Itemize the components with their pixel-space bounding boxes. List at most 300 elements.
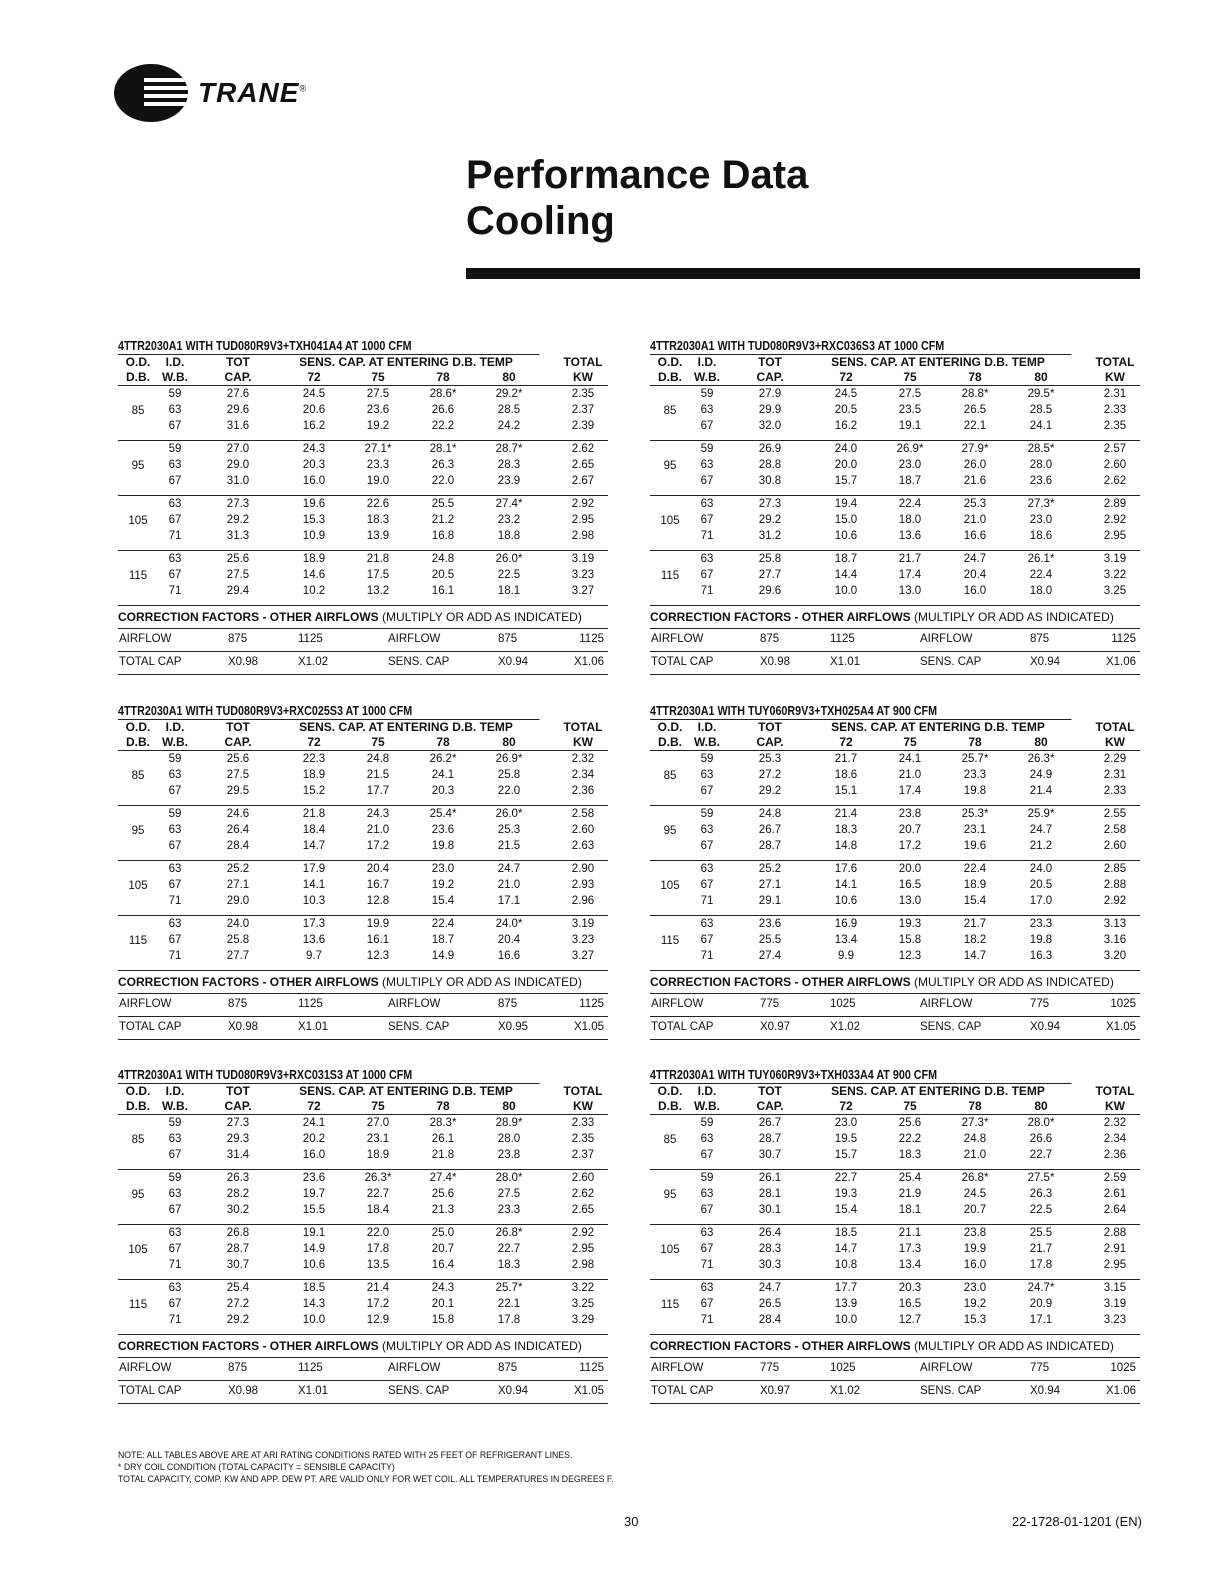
table-row bbox=[650, 807, 1140, 822]
table-cell: 28.1 bbox=[758, 1188, 782, 1200]
table-cell: 26.6 bbox=[431, 404, 455, 416]
header-sens: SENS. CAP. AT ENTERING D.B. TEMP bbox=[831, 355, 1045, 369]
header-db: D.B. bbox=[126, 370, 150, 384]
table-cell: 20.4 bbox=[497, 934, 521, 946]
table-cell: 2.89 bbox=[1103, 498, 1127, 510]
total-cap-label: TOTAL CAP bbox=[651, 656, 714, 668]
note-line: NOTE: ALL TABLES ABOVE ARE AT ARI RATING CONDITIONS RATED WITH 25 FEET OF REFRIGERANT LINES. bbox=[118, 1450, 573, 1461]
header-od: O.D. bbox=[657, 720, 683, 734]
header-t72: 72 bbox=[839, 1099, 853, 1113]
table-cell: 13.9 bbox=[834, 1298, 858, 1310]
performance-table bbox=[650, 1067, 1140, 1404]
header-id: I.D. bbox=[165, 720, 185, 734]
table-cell: 3.27 bbox=[571, 585, 595, 597]
table-row bbox=[118, 752, 608, 767]
airflow-value: 775 bbox=[1030, 1362, 1050, 1374]
table-cell: 18.3 bbox=[497, 1259, 521, 1271]
table-cell: 67 bbox=[700, 569, 714, 581]
table-cell: 23.0 bbox=[898, 459, 922, 471]
table-cell: 27.3 bbox=[758, 498, 782, 510]
header-wb: W.B. bbox=[694, 370, 720, 384]
table-cell: 18.3 bbox=[366, 514, 390, 526]
table-cell: 3.20 bbox=[1103, 950, 1127, 962]
table-cell: 26.8 bbox=[226, 1227, 250, 1239]
table-cell: 2.65 bbox=[571, 1204, 595, 1216]
table-row bbox=[650, 839, 1140, 854]
table-cell: 2.96 bbox=[571, 895, 595, 907]
table-cell: 20.3 bbox=[898, 1282, 922, 1294]
table-cell: 10.3 bbox=[302, 895, 326, 907]
table-cell: 25.7* bbox=[495, 1282, 523, 1294]
correction-title-rest: (MULTIPLY OR ADD AS INDICATED) bbox=[378, 1339, 582, 1353]
table-cell: 28.7* bbox=[495, 443, 523, 455]
table-cell: 24.7 bbox=[963, 553, 987, 565]
table-cell: 27.0 bbox=[366, 1117, 390, 1129]
table-cell: 3.19 bbox=[571, 553, 595, 565]
table-cell: 59 bbox=[168, 753, 182, 765]
header-t78: 78 bbox=[436, 1099, 450, 1113]
table-cell: 2.34 bbox=[1103, 1133, 1127, 1145]
table-cell: 67 bbox=[168, 420, 182, 432]
table-cell: 23.6 bbox=[1029, 475, 1053, 487]
table-title: 4TTR2030A1 WITH TUD080R9V3+RXC036S3 AT 1000 CFM bbox=[650, 338, 1071, 355]
table-cell: 14.7 bbox=[834, 1243, 858, 1255]
table-cell: 63 bbox=[168, 553, 182, 565]
table-cell: 71 bbox=[168, 1314, 182, 1326]
table-cell: 29.0 bbox=[226, 459, 250, 471]
table-cell: 28.7 bbox=[226, 1243, 250, 1255]
correction-title-rest: (MULTIPLY OR ADD AS INDICATED) bbox=[910, 610, 1114, 624]
table-cell: 25.4* bbox=[429, 808, 457, 820]
table-cell: 29.2* bbox=[495, 388, 523, 400]
correction-title-rest: (MULTIPLY OR ADD AS INDICATED) bbox=[910, 1339, 1114, 1353]
airflow-row bbox=[650, 994, 1140, 1017]
airflow-label: AIRFLOW bbox=[119, 1362, 172, 1374]
table-cell: 29.0 bbox=[226, 895, 250, 907]
table-cell: 9.7 bbox=[306, 950, 322, 962]
table-cell: 14.3 bbox=[302, 1298, 326, 1310]
table-cell: 3.19 bbox=[571, 918, 595, 930]
table-cell: 59 bbox=[700, 1172, 714, 1184]
table-row bbox=[118, 1203, 608, 1218]
table-cell: 2.36 bbox=[1103, 1149, 1127, 1161]
airflow-value: 1125 bbox=[1111, 633, 1136, 645]
table-row bbox=[118, 513, 608, 528]
table-cell: 26.1 bbox=[431, 1133, 455, 1145]
table-cell: 25.6 bbox=[226, 553, 250, 565]
table-cell: 24.3 bbox=[431, 1282, 455, 1294]
table-cell: 16.6 bbox=[497, 950, 521, 962]
airflow-value: 1025 bbox=[830, 998, 856, 1010]
table-row bbox=[118, 1148, 608, 1163]
table-cell: 19.3 bbox=[834, 1188, 858, 1200]
table-cell: 25.5 bbox=[431, 498, 455, 510]
table-cell: 31.4 bbox=[226, 1149, 250, 1161]
table-cell: 23.8 bbox=[963, 1227, 987, 1239]
table-row bbox=[118, 387, 608, 402]
table-title: 4TTR2030A1 WITH TUD080R9V3+RXC031S3 AT 1000 CFM bbox=[118, 1067, 539, 1084]
table-cell: 67 bbox=[168, 475, 182, 487]
table-cell: 18.1 bbox=[497, 585, 521, 597]
correction-title-rest: (MULTIPLY OR ADD AS INDICATED) bbox=[378, 975, 582, 989]
header-od: O.D. bbox=[125, 1084, 151, 1098]
table-cell: 27.3* bbox=[1027, 498, 1055, 510]
table-cell: 26.5 bbox=[963, 404, 987, 416]
table-row bbox=[650, 1171, 1140, 1186]
table-cell: 22.7 bbox=[1029, 1149, 1053, 1161]
table-cell: 16.0 bbox=[963, 1259, 987, 1271]
table-row bbox=[650, 1242, 1140, 1257]
airflow-value: 775 bbox=[760, 1362, 780, 1374]
table-cell: 23.1 bbox=[366, 1133, 390, 1145]
table-cell: 10.0 bbox=[834, 585, 858, 597]
table-cell: 25.5 bbox=[758, 934, 782, 946]
table-cell: 17.8 bbox=[497, 1314, 521, 1326]
table-cell: 27.3 bbox=[226, 498, 250, 510]
airflow-value: 1025 bbox=[830, 1362, 856, 1374]
table-cell: 71 bbox=[700, 895, 714, 907]
sens-cap-label: SENS. CAP bbox=[920, 1021, 982, 1033]
table-row bbox=[118, 458, 608, 473]
table-cell: 13.9 bbox=[366, 530, 390, 542]
table-cell: 26.9* bbox=[896, 443, 924, 455]
table-cell: 28.7 bbox=[758, 1133, 782, 1145]
table-cell: 28.4 bbox=[226, 840, 250, 852]
total-cap-label: TOTAL CAP bbox=[119, 1385, 182, 1397]
table-row bbox=[650, 419, 1140, 434]
table-cell: 2.62 bbox=[1103, 475, 1127, 487]
table-cell: 26.4 bbox=[226, 824, 250, 836]
table-cell: 19.1 bbox=[302, 1227, 326, 1239]
correction-factors-title bbox=[118, 971, 608, 994]
table-cell: 21.1 bbox=[898, 1227, 922, 1239]
od-group bbox=[650, 806, 1140, 861]
table-cell: 15.3 bbox=[302, 514, 326, 526]
table-cell: 18.5 bbox=[834, 1227, 858, 1239]
table-cell: 26.7 bbox=[758, 824, 782, 836]
table-header bbox=[118, 1084, 608, 1115]
table-row bbox=[650, 933, 1140, 948]
factor-row bbox=[650, 652, 1140, 675]
table-cell: 25.8 bbox=[497, 769, 521, 781]
airflow-value: 1025 bbox=[1110, 998, 1136, 1010]
header-id: I.D. bbox=[165, 1084, 185, 1098]
table-cell: 24.6 bbox=[226, 808, 250, 820]
airflow-value: 1125 bbox=[579, 998, 604, 1010]
table-cell: 27.5 bbox=[366, 388, 390, 400]
airflow-value: 1125 bbox=[830, 633, 855, 645]
od-temp: 105 bbox=[660, 1244, 680, 1256]
od-temp: 95 bbox=[131, 1189, 145, 1201]
od-temp: 115 bbox=[128, 1299, 148, 1311]
table-row bbox=[118, 1116, 608, 1131]
table-cell: 2.95 bbox=[1103, 1259, 1127, 1271]
table-cell: 17.3 bbox=[898, 1243, 922, 1255]
airflow-label: AIRFLOW bbox=[651, 998, 704, 1010]
header-t80: 80 bbox=[1034, 1099, 1048, 1113]
table-cell: 28.4 bbox=[758, 1314, 782, 1326]
table-cell: 18.9 bbox=[963, 879, 987, 891]
header-kw: KW bbox=[573, 1099, 593, 1113]
od-group bbox=[650, 1170, 1140, 1225]
table-cell: 63 bbox=[168, 1282, 182, 1294]
table-cell: 13.0 bbox=[898, 585, 922, 597]
table-cell: 67 bbox=[700, 840, 714, 852]
airflow-value: 875 bbox=[228, 1362, 248, 1374]
table-cell: 24.8 bbox=[963, 1133, 987, 1145]
total-cap-label: TOTAL CAP bbox=[119, 656, 182, 668]
table-cell: 27.5 bbox=[226, 569, 250, 581]
table-cell: 30.7 bbox=[758, 1149, 782, 1161]
od-temp: 115 bbox=[128, 570, 148, 582]
table-cell: 30.1 bbox=[758, 1204, 782, 1216]
table-row bbox=[650, 497, 1140, 512]
table-row bbox=[118, 552, 608, 567]
table-cell: 15.7 bbox=[834, 475, 858, 487]
table-cell: 28.0 bbox=[497, 1133, 521, 1145]
table-row bbox=[650, 1187, 1140, 1202]
table-cell: 23.6 bbox=[302, 1172, 326, 1184]
table-cell: 17.9 bbox=[302, 863, 326, 875]
airflow-value: 1125 bbox=[298, 633, 323, 645]
table-cell: 2.33 bbox=[571, 1117, 595, 1129]
od-group bbox=[118, 1115, 608, 1170]
table-cell: 27.6 bbox=[226, 388, 250, 400]
factor-value: X1.06 bbox=[573, 656, 604, 668]
table-cell: 20.6 bbox=[302, 404, 326, 416]
table-cell: 67 bbox=[168, 879, 182, 891]
table-cell: 10.6 bbox=[834, 530, 858, 542]
table-cell: 19.9 bbox=[963, 1243, 987, 1255]
table-title: 4TTR2030A1 WITH TUD080R9V3+TXH041A4 AT 1000 CFM bbox=[118, 338, 539, 355]
header-tot: TOT bbox=[758, 355, 782, 369]
table-cell: 25.0 bbox=[431, 1227, 455, 1239]
table-row bbox=[118, 1281, 608, 1296]
table-header bbox=[118, 720, 608, 751]
table-cell: 27.3* bbox=[961, 1117, 989, 1129]
table-cell: 19.4 bbox=[834, 498, 858, 510]
table-cell: 14.1 bbox=[834, 879, 858, 891]
airflow-value: 875 bbox=[1030, 633, 1050, 645]
table-cell: 26.9* bbox=[495, 753, 523, 765]
table-title: 4TTR2030A1 WITH TUD080R9V3+RXC025S3 AT 1000 CFM bbox=[118, 703, 539, 720]
table-cell: 2.91 bbox=[1103, 1243, 1127, 1255]
table-cell: 14.9 bbox=[431, 950, 455, 962]
table-cell: 17.6 bbox=[834, 863, 858, 875]
table-title: 4TTR2030A1 WITH TUY060R9V3+TXH033A4 AT 900 CFM bbox=[650, 1067, 1071, 1084]
table-cell: 24.2 bbox=[497, 420, 521, 432]
table-cell: 2.98 bbox=[571, 1259, 595, 1271]
table-cell: 21.0 bbox=[898, 769, 922, 781]
table-cell: 24.0 bbox=[226, 918, 250, 930]
table-cell: 26.4 bbox=[758, 1227, 782, 1239]
table-cell: 18.6 bbox=[1029, 530, 1053, 542]
table-cell: 26.2* bbox=[429, 753, 457, 765]
header-total: TOTAL bbox=[563, 720, 603, 734]
correction-factors-title bbox=[650, 971, 1140, 994]
table-cell: 17.7 bbox=[834, 1282, 858, 1294]
table-cell: 20.2 bbox=[302, 1133, 326, 1145]
airflow-label: AIRFLOW bbox=[119, 633, 172, 645]
header-t80: 80 bbox=[1034, 370, 1048, 384]
table-cell: 63 bbox=[168, 404, 182, 416]
table-cell: 20.5 bbox=[431, 569, 455, 581]
table-cell: 24.5 bbox=[963, 1188, 987, 1200]
factor-value: X1.06 bbox=[1105, 1385, 1136, 1397]
header-t78: 78 bbox=[968, 370, 982, 384]
table-cell: 2.35 bbox=[571, 388, 595, 400]
table-cell: 20.0 bbox=[898, 863, 922, 875]
table-cell: 12.8 bbox=[366, 895, 390, 907]
table-cell: 26.1 bbox=[758, 1172, 782, 1184]
table-cell: 28.0 bbox=[1029, 459, 1053, 471]
table-cell: 29.1 bbox=[758, 895, 782, 907]
sens-cap-label: SENS. CAP bbox=[920, 1385, 982, 1397]
table-cell: 22.0 bbox=[431, 475, 455, 487]
table-cell: 3.22 bbox=[571, 1282, 595, 1294]
header-od: O.D. bbox=[657, 1084, 683, 1098]
factor-value: X0.94 bbox=[1030, 1021, 1061, 1033]
table-cell: 26.3* bbox=[364, 1172, 392, 1184]
header-total: TOTAL bbox=[1095, 355, 1135, 369]
header-t72: 72 bbox=[307, 370, 321, 384]
table-cell: 2.65 bbox=[571, 459, 595, 471]
table-cell: 23.5 bbox=[898, 404, 922, 416]
table-cell: 63 bbox=[700, 553, 714, 565]
table-row bbox=[650, 917, 1140, 932]
table-cell: 59 bbox=[700, 753, 714, 765]
correction-factors-title bbox=[118, 1335, 608, 1358]
table-cell: 10.2 bbox=[302, 585, 326, 597]
table-cell: 3.27 bbox=[571, 950, 595, 962]
table-cell: 29.3 bbox=[226, 1133, 250, 1145]
table-cell: 15.4 bbox=[963, 895, 987, 907]
table-cell: 9.9 bbox=[838, 950, 854, 962]
airflow-value: 875 bbox=[760, 633, 780, 645]
table-cell: 30.2 bbox=[226, 1204, 250, 1216]
airflow-value: 775 bbox=[760, 998, 780, 1010]
factor-value: X1.01 bbox=[830, 656, 861, 668]
table-cell: 25.3 bbox=[497, 824, 521, 836]
table-cell: 67 bbox=[700, 1149, 714, 1161]
factor-value: X0.98 bbox=[760, 656, 791, 668]
table-cell: 26.0* bbox=[495, 553, 523, 565]
table-cell: 2.61 bbox=[1103, 1188, 1127, 1200]
table-cell: 3.23 bbox=[571, 934, 595, 946]
table-cell: 21.0 bbox=[366, 824, 390, 836]
correction-factors-title bbox=[650, 1335, 1140, 1358]
table-cell: 20.5 bbox=[1029, 879, 1053, 891]
table-cell: 28.8* bbox=[961, 388, 989, 400]
factor-value: X0.95 bbox=[498, 1021, 529, 1033]
table-cell: 2.88 bbox=[1103, 879, 1127, 891]
table-cell: 26.9 bbox=[758, 443, 782, 455]
table-cell: 2.95 bbox=[1103, 530, 1127, 542]
table-cell: 27.2 bbox=[758, 769, 782, 781]
od-group bbox=[118, 861, 608, 916]
table-cell: 71 bbox=[168, 1259, 182, 1271]
table-cell: 3.23 bbox=[1103, 1314, 1127, 1326]
od-temp: 115 bbox=[128, 935, 148, 947]
factor-value: X0.94 bbox=[498, 656, 529, 668]
airflow-label: AIRFLOW bbox=[388, 633, 441, 645]
table-row bbox=[650, 458, 1140, 473]
table-cell: 21.2 bbox=[1029, 840, 1053, 852]
table-cell: 15.4 bbox=[834, 1204, 858, 1216]
airflow-value: 875 bbox=[498, 1362, 518, 1374]
header-sens: SENS. CAP. AT ENTERING D.B. TEMP bbox=[831, 720, 1045, 734]
table-cell: 20.3 bbox=[302, 459, 326, 471]
table-cell: 19.8 bbox=[1029, 934, 1053, 946]
header-kw: KW bbox=[573, 370, 593, 384]
table-cell: 63 bbox=[700, 1227, 714, 1239]
table-cell: 59 bbox=[168, 1172, 182, 1184]
table-cell: 25.5 bbox=[1029, 1227, 1053, 1239]
table-cell: 23.6 bbox=[758, 918, 782, 930]
od-temp: 85 bbox=[663, 1134, 677, 1146]
factor-row bbox=[650, 1017, 1140, 1040]
page-number: 30 bbox=[624, 1514, 639, 1529]
table-cell: 22.3 bbox=[302, 753, 326, 765]
table-cell: 16.3 bbox=[1029, 950, 1053, 962]
table-cell: 21.7 bbox=[898, 553, 922, 565]
table-row bbox=[118, 1297, 608, 1312]
table-cell: 21.5 bbox=[366, 769, 390, 781]
header-wb: W.B. bbox=[162, 735, 188, 749]
header-db: D.B. bbox=[126, 735, 150, 749]
od-group bbox=[650, 1280, 1140, 1335]
table-cell: 25.4 bbox=[898, 1172, 922, 1184]
table-cell: 23.0 bbox=[834, 1117, 858, 1129]
airflow-value: 1125 bbox=[579, 1362, 604, 1374]
correction-title-bold: CORRECTION FACTORS - OTHER AIRFLOWS bbox=[118, 975, 379, 989]
od-temp: 115 bbox=[660, 570, 680, 582]
table-cell: 63 bbox=[700, 769, 714, 781]
od-group bbox=[650, 1115, 1140, 1170]
header-db: D.B. bbox=[126, 1099, 150, 1113]
table-header bbox=[118, 355, 608, 386]
table-cell: 25.4 bbox=[226, 1282, 250, 1294]
header-t75: 75 bbox=[903, 1099, 917, 1113]
table-cell: 31.0 bbox=[226, 475, 250, 487]
table-row bbox=[650, 442, 1140, 457]
table-cell: 28.0* bbox=[1027, 1117, 1055, 1129]
table-cell: 10.6 bbox=[302, 1259, 326, 1271]
table-row bbox=[650, 1258, 1140, 1273]
table-cell: 3.19 bbox=[1103, 1298, 1127, 1310]
table-row bbox=[118, 807, 608, 822]
table-cell: 28.2 bbox=[226, 1188, 250, 1200]
table-cell: 21.0 bbox=[497, 879, 521, 891]
table-row bbox=[118, 917, 608, 932]
airflow-value: 875 bbox=[498, 633, 518, 645]
table-cell: 19.2 bbox=[963, 1298, 987, 1310]
header-tot: TOT bbox=[226, 1084, 250, 1098]
table-cell: 24.3 bbox=[366, 808, 390, 820]
header-sens: SENS. CAP. AT ENTERING D.B. TEMP bbox=[299, 1084, 513, 1098]
od-temp: 105 bbox=[128, 515, 148, 527]
header-od: O.D. bbox=[657, 355, 683, 369]
table-cell: 2.60 bbox=[571, 1172, 595, 1184]
table-cell: 25.7* bbox=[961, 753, 989, 765]
table-cell: 16.9 bbox=[834, 918, 858, 930]
table-cell: 29.6 bbox=[226, 404, 250, 416]
table-cell: 17.0 bbox=[1029, 895, 1053, 907]
airflow-row bbox=[118, 629, 608, 652]
table-cell: 16.0 bbox=[963, 585, 987, 597]
airflow-label: AIRFLOW bbox=[388, 1362, 441, 1374]
table-row bbox=[118, 768, 608, 783]
